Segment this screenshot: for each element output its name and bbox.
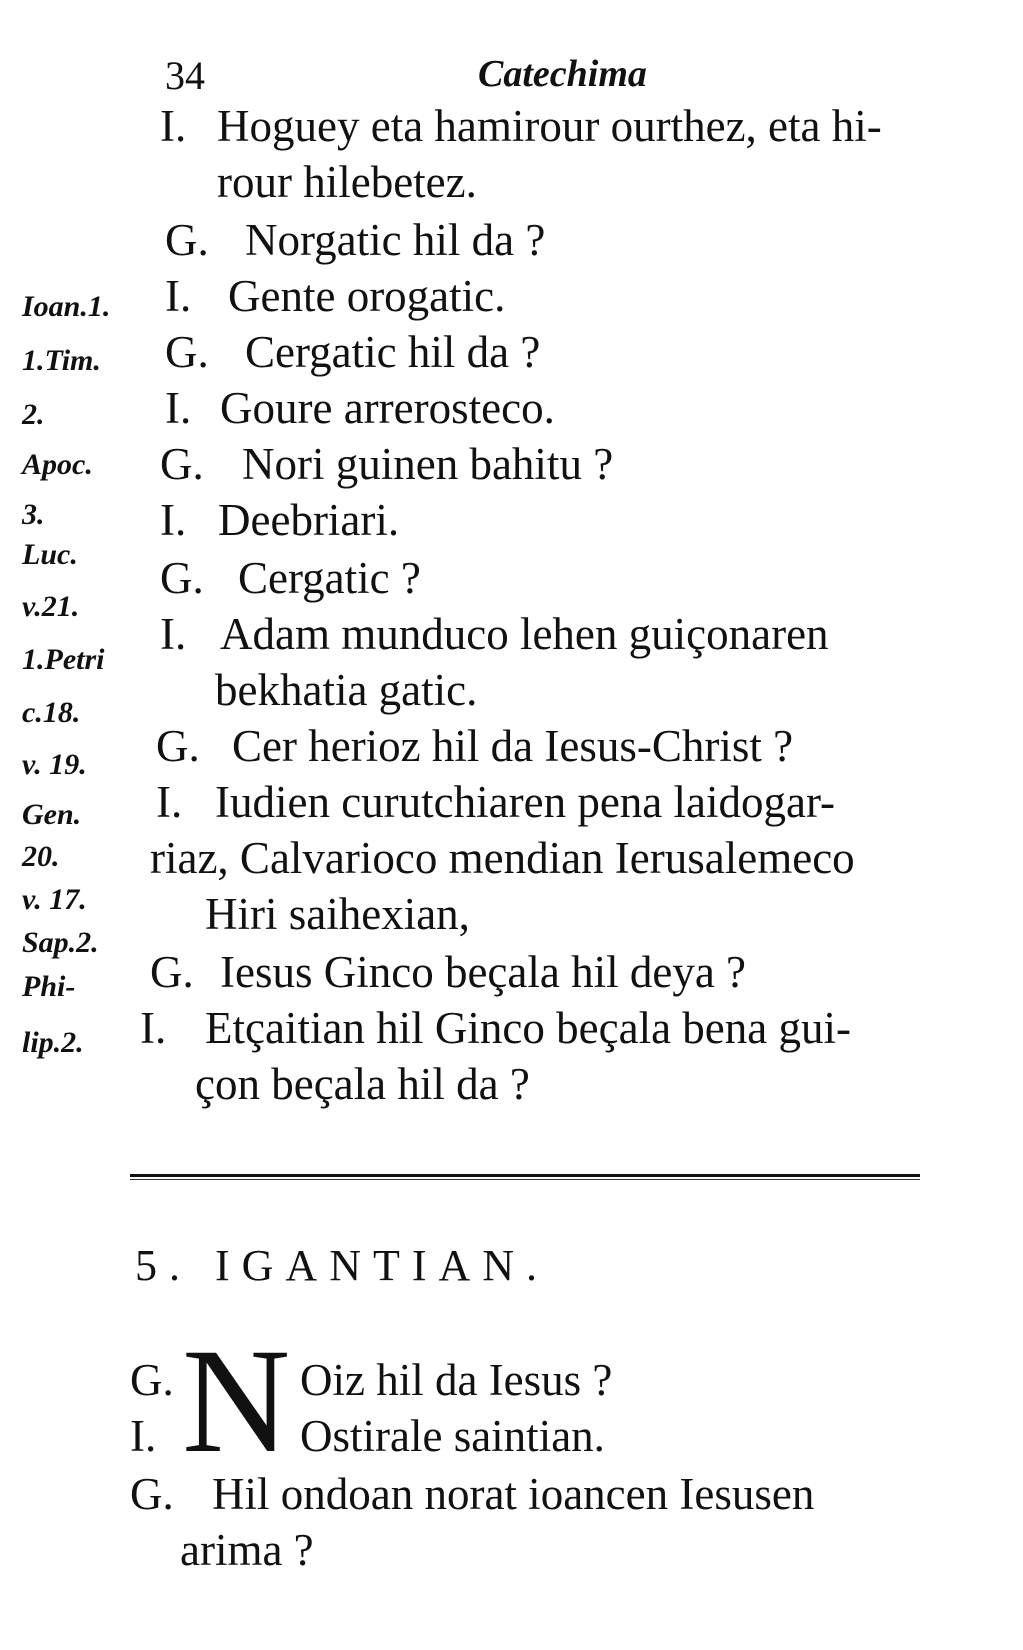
dialogue-line: Adam munduco lehen guiçonaren <box>220 609 829 659</box>
dialogue-line: Hiri saihexian, <box>205 889 470 939</box>
dialogue-line: Iudien curutchiaren pena laidogar- <box>215 777 836 827</box>
dialogue-line: rour hilebetez. <box>217 157 477 207</box>
margin-note: v. 19. <box>22 748 87 781</box>
dialogue-line: Gente orogatic. <box>228 271 506 321</box>
speaker-label: G. <box>130 1469 174 1519</box>
speaker-label: I. <box>130 1411 157 1461</box>
section-divider <box>130 1174 920 1177</box>
dialogue-line: Oiz hil da Iesus ? <box>300 1355 613 1405</box>
dialogue-line: Cergatic ? <box>238 553 421 603</box>
dialogue-line: Norgatic hil da ? <box>245 215 546 265</box>
dialogue-line: Nori guinen bahitu ? <box>242 439 614 489</box>
margin-note: 2. <box>22 398 45 431</box>
speaker-label: I. <box>160 101 187 151</box>
section-title: IGANTIAN. <box>215 1241 550 1290</box>
speaker-label: G. <box>150 947 194 997</box>
speaker-label: G. <box>165 327 209 377</box>
speaker-label: G. <box>160 553 204 603</box>
margin-note: 1.Tim. <box>22 344 101 377</box>
margin-note: Luc. <box>22 538 78 571</box>
dialogue-line: Etçaitian hil Ginco beçala bena gui- <box>205 1003 851 1053</box>
speaker-label: G. <box>165 215 209 265</box>
margin-note: Phi- <box>22 970 76 1003</box>
dialogue-line: Cer herioz hil da Iesus-Christ ? <box>232 721 794 771</box>
speaker-label: I. <box>160 609 187 659</box>
speaker-label: I. <box>140 1003 167 1053</box>
section-number: 5. <box>135 1241 192 1290</box>
section-heading <box>135 1240 549 1291</box>
margin-note: Gen. <box>22 798 82 831</box>
speaker-label: I. <box>165 271 192 321</box>
margin-note: 20. <box>22 840 60 873</box>
speaker-label: G. <box>130 1355 174 1405</box>
dialogue-line: bekhatia gatic. <box>215 665 478 715</box>
dialogue-line: Deebriari. <box>218 495 400 545</box>
page-number: 34 <box>165 53 205 98</box>
dialogue-line: çon beçala hil da ? <box>195 1059 530 1109</box>
speaker-label: I. <box>160 495 187 545</box>
page-header <box>0 52 1023 102</box>
margin-note: Apoc. <box>22 448 93 481</box>
dialogue-line: Iesus Ginco beçala hil deya ? <box>220 947 747 997</box>
speaker-label: I. <box>165 383 192 433</box>
margin-note: 1.Petri <box>22 643 105 676</box>
running-title: Catechima <box>478 53 647 95</box>
speaker-label: G. <box>156 721 200 771</box>
speaker-label: I. <box>156 777 183 827</box>
dialogue-line: Cergatic hil da ? <box>245 327 541 377</box>
margin-note: Sap.2. <box>22 926 99 959</box>
dialogue-line: Ostirale saintian. <box>300 1411 605 1461</box>
margin-note: Ioan.1. <box>22 290 111 323</box>
margin-note: c.18. <box>22 696 81 729</box>
dialogue-line: Hoguey eta hamirour ourthez, eta hi- <box>217 101 882 151</box>
speaker-label: G. <box>160 439 204 489</box>
drop-cap: N <box>182 1318 291 1484</box>
margin-note: v. 17. <box>22 883 87 916</box>
dialogue-line: riaz, Calvarioco mendian Ierusalemeco <box>150 833 855 883</box>
dialogue-line: arima ? <box>180 1525 314 1575</box>
dialogue-line: Goure arrerosteco. <box>220 383 555 433</box>
margin-note: lip.2. <box>22 1026 84 1059</box>
margin-note: v.21. <box>22 590 80 623</box>
margin-note: 3. <box>22 498 45 531</box>
dialogue-line: Hil ondoan norat ioancen Iesusen <box>212 1469 815 1519</box>
